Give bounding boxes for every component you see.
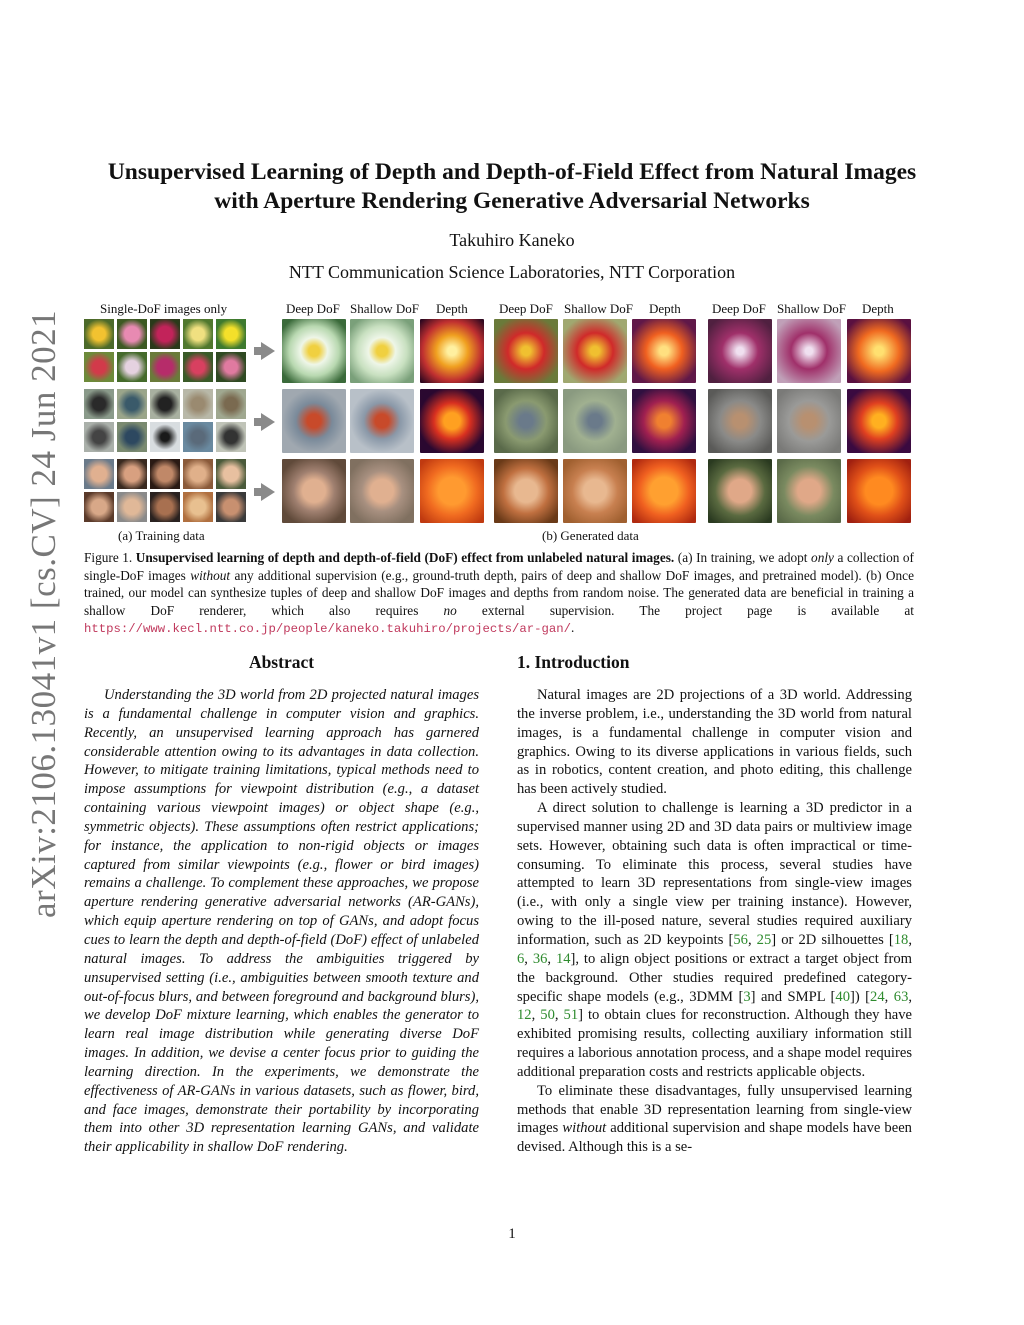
generated-depth (420, 319, 484, 383)
affiliation: NTT Communication Science Laboratories, NTT Corporation (288, 262, 736, 282)
generated-depth (420, 459, 484, 523)
training-image (183, 492, 213, 522)
training-image (183, 459, 213, 489)
arrow-right-icon (261, 413, 275, 431)
training-image (150, 389, 180, 419)
generated-depth (420, 389, 484, 453)
training-image (216, 422, 246, 452)
citation-link[interactable]: 3 (743, 988, 751, 1005)
generated-shallow-dof (777, 319, 841, 383)
caption-text: . (571, 620, 575, 635)
training-image (117, 459, 147, 489)
title-line-1: Unsupervised Learning of Depth and Depth-of-Field Effect from Natural Images (107, 159, 917, 185)
citation-link[interactable]: 51 (563, 1007, 579, 1024)
generated-shallow-dof (563, 389, 627, 453)
abstract-body (84, 686, 479, 1157)
intro-body (517, 686, 912, 1157)
generated-shallow-dof (777, 459, 841, 523)
training-image (84, 422, 114, 452)
training-image (183, 422, 213, 452)
caption-bold: Unsupervised learning of depth and depth-of-field (DoF) effect from unlabeled natural images. (135, 550, 675, 565)
intro-text: A direct solution to challenge is learning a 3D predictor in a supervised manner using 2D and 3D data pairs or multiview image sets. However, obtaining such data is often impractical or time-consuming. To eliminate this process, several studies have attempted to learn 3D representations from single-view images (i.e., with only a single view per training instance). However, owing to the ill-posed nature, several studies required auxiliary information, such as 2D keypoints [ (517, 800, 912, 948)
training-image (150, 319, 180, 349)
training-image (183, 352, 213, 382)
generated-shallow-dof (563, 459, 627, 523)
training-image (84, 459, 114, 489)
intro-text: ]) [ (850, 988, 871, 1005)
caption-text: a collection of single-DoF images (84, 550, 914, 583)
author-name: Takuhiro Kaneko (449, 230, 575, 250)
citation-link[interactable]: 18 (893, 931, 909, 948)
generated-deep-dof (282, 319, 346, 383)
page-number: 1 (508, 1226, 516, 1242)
title-line-2: with Aperture Rendering Generative Adversarial Networks (214, 188, 810, 214)
caption-emph: only (811, 550, 834, 565)
training-image (117, 389, 147, 419)
training-image (117, 319, 147, 349)
citation-link[interactable]: 40 (835, 988, 850, 1005)
citation-link[interactable]: 12 (517, 1007, 532, 1024)
training-image (84, 352, 114, 382)
figure-caption (84, 549, 914, 639)
header-depth-1: Depth (436, 301, 468, 316)
header-depth-3: Depth (862, 301, 894, 316)
training-image (117, 422, 147, 452)
arrow-right-icon (261, 342, 275, 360)
citation-link[interactable]: 14 (555, 950, 571, 967)
training-image (216, 352, 246, 382)
caption-label: Figure 1. (84, 550, 133, 565)
caption-text: any additional supervision (e.g., ground-truth depth, pairs of deep and shallow DoF images, and pretrained model). (b) Once trained, our model can synthesize tuples of deep and shallow DoF images and depths from random noise. The generated data are beneficial in training a shallow DoF renderer, which also requires (84, 567, 914, 618)
generated-depth (847, 389, 911, 453)
training-image (150, 352, 180, 382)
caption-text: external supervision. The project page is available at (456, 602, 914, 618)
header-training: Single-DoF images only (100, 301, 228, 316)
abstract-text: Understanding the 3D world from 2D projected natural images is a fundamental challenge in computer vision and graphics. Recently, an unsupervised learning approach has garnered considerable attention owing to its advantages in data collection. However, to mitigate training limitations, typical methods need to impose assumptions for viewpoint distribution (e.g., a dataset containing various viewpoint images) or object shape (e.g., symmetric objects). These assumptions often restrict applications; for instance, the application to non-rigid objects or images captured from similar viewpoints (e.g., flower or bird images) remains a challenge. To complement these approaches, we propose aperture rendering generative adversarial networks (AR-GANs), which equip aperture rendering on top of GANs, and adopt focus cues to learn the depth and depth-of-field (DoF) effect of unlabeled natural images. To address the ambiguities triggered by unsupervised setting (i.e., ambiguities between smooth texture and out-of-focus blurs, and between foreground and background blurs), we develop DoF mixture learning, which enables the generator to learn real image distribution while generating diverse DoF images. In addition, we devise a center focus prior to guiding the learning direction. In the experiments, we demonstrate the effectiveness of AR-GANs in various datasets, such as flower, bird, and face images, demonstrate their portability by incorporating them into other 3D representation learning GANs, and validate their applicability in shallow DoF rendering. (84, 687, 479, 1156)
generated-shallow-dof (350, 389, 414, 453)
generated-deep-dof (282, 459, 346, 523)
training-image (216, 319, 246, 349)
training-image (84, 319, 114, 349)
training-image (216, 492, 246, 522)
citation-link[interactable]: 50 (540, 1007, 555, 1024)
header-shallow-2: Shallow DoF (564, 301, 633, 316)
training-image (216, 459, 246, 489)
intro-heading: 1. Introduction (517, 652, 630, 672)
training-image (150, 492, 180, 522)
generated-deep-dof (708, 389, 772, 453)
citation-link[interactable]: 56 (733, 931, 748, 948)
arxiv-watermark: arXiv:2106.13041v1 [cs.CV] 24 Jun 2021 (24, 309, 63, 918)
intro-text: ] and SMPL [ (750, 988, 836, 1005)
generated-deep-dof (494, 389, 558, 453)
abstract-heading: Abstract (248, 652, 315, 672)
training-image (84, 492, 114, 522)
training-image (183, 389, 213, 419)
header-deep-3: Deep DoF (712, 301, 766, 316)
generated-depth (847, 319, 911, 383)
generated-depth (632, 389, 696, 453)
generated-shallow-dof (350, 459, 414, 523)
generated-shallow-dof (350, 319, 414, 383)
training-image (117, 352, 147, 382)
subcaption-generated: (b) Generated data (542, 528, 639, 543)
citation-link[interactable]: 24 (870, 988, 885, 1005)
header-deep-2: Deep DoF (499, 301, 553, 316)
caption-emph: no (443, 602, 457, 618)
caption-text: (a) In training, we adopt (674, 550, 812, 565)
intro-text: ] to obtain clues for reconstruction. Although they have exhibited promising results, collecting auxiliary information still requires a laborious annotation process, and a shape model requires additional preparation costs and restricts applicable objects. (517, 1007, 913, 1080)
paper-title (60, 158, 964, 216)
training-image (216, 389, 246, 419)
header-deep-1: Deep DoF (286, 301, 340, 316)
citation-link[interactable]: 63 (893, 988, 909, 1005)
project-url-link[interactable]: https://www.kecl.ntt.co.jp/people/kaneko.takuhiro/projects/ar-gan/ (84, 622, 572, 636)
generated-depth (632, 459, 696, 523)
training-image (150, 459, 180, 489)
generated-depth (847, 459, 911, 523)
generated-shallow-dof (563, 319, 627, 383)
generated-deep-dof (494, 459, 558, 523)
header-shallow-1: Shallow DoF (350, 301, 419, 316)
generated-shallow-dof (777, 389, 841, 453)
generated-deep-dof (494, 319, 558, 383)
training-image (183, 319, 213, 349)
caption-emph: without (190, 567, 231, 583)
intro-text: ] or 2D silhouettes [ (771, 931, 894, 948)
intro-text: To eliminate these disadvantages, fully unsupervised learning methods that enable 3D representation learning from single-view images (517, 1082, 912, 1137)
header-depth-2: Depth (649, 301, 681, 316)
citation-link[interactable]: 25 (756, 931, 772, 948)
citation-link[interactable]: 6 (517, 950, 525, 967)
training-data-grid (84, 319, 248, 524)
generated-deep-dof (282, 389, 346, 453)
training-image (150, 422, 180, 452)
intro-paragraph-2: A direct solution to challenge is learning a 3D predictor in a supervised manner using 2D and 3D data pairs or multiview image sets. However, obtaining such data is often impractical or time-consuming. To eliminate this process, several studies have attempted to learn 3D representations from single-view images (i.e., with only a single view per training instance). However, owing to the ill-posed nature, several studies required auxiliary information, such as 2D keypoints [56, 25] or 2D silhouettes [18, 6, 36, 14], to align object positions or extract a target object from the background. Other studies required predefined category-specific shape models (e.g., 3DMM [3] and SMPL [40]) [24, 63, 12, 50, 51] to obtain clues for reconstruction. Although they have exhibited promising results, collecting auxiliary information still requires a laborious annotation process, and a shape model requires additional preparation costs and restricts applicable objects. (517, 800, 913, 1080)
intro-text: ], to align object positions or extract a target object from the background. Other studies required predefined category-specific shape models (e.g., 3DMM [ (517, 950, 913, 1005)
intro-paragraph-1: Natural images are 2D projections of a 3D world. Addressing the inverse problem, i.e., understanding the 3D world from natural images, is a fundamental challenge in computer vision and graphics. Owing to its diverse applications in various fields, such as in robotics, content creation, and photo editing, this challenge has been actively studied. (517, 687, 912, 798)
intro-paragraph-3 (517, 1082, 912, 1157)
generated-depth (632, 319, 696, 383)
training-image (84, 389, 114, 419)
citation-link[interactable]: 36 (532, 950, 548, 967)
subcaption-training: (a) Training data (118, 528, 205, 543)
generated-deep-dof (708, 319, 772, 383)
intro-text: additional supervision and shape models have been devised. Although this is a se- (517, 1120, 912, 1156)
training-image (117, 492, 147, 522)
generated-deep-dof (708, 459, 772, 523)
header-shallow-3: Shallow DoF (777, 301, 846, 316)
intro-emph: without (562, 1120, 607, 1137)
arrow-right-icon (261, 483, 275, 501)
